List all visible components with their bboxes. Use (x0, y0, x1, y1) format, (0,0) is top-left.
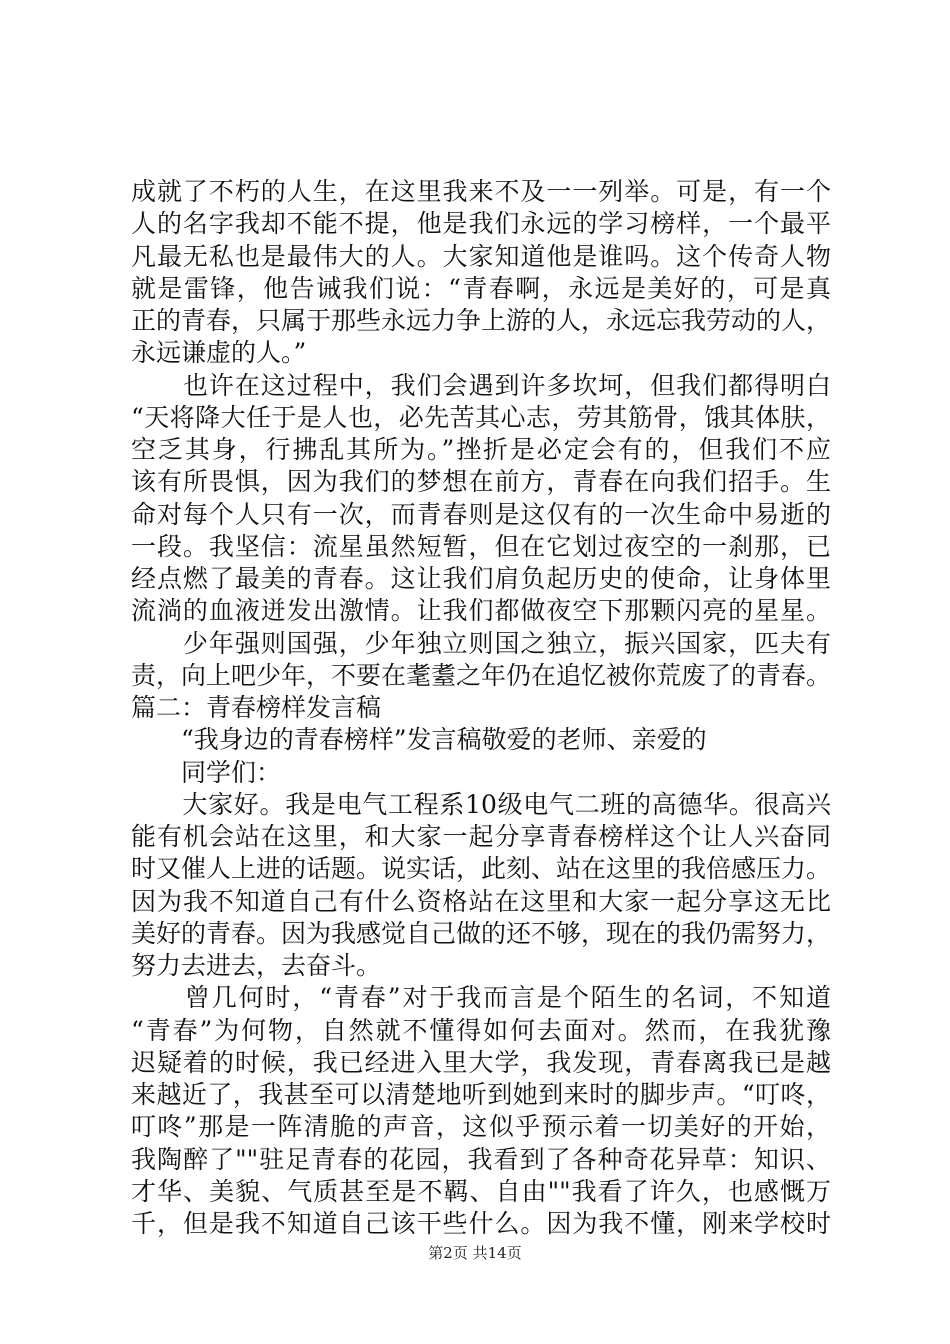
text-line: 流淌的血液迸发出激情。让我们都做夜空下那颗闪亮的星星。 (131, 596, 831, 626)
text-line: 时又催人上进的话题。说实话，此刻、站在这里的我倍感压力。 (131, 854, 832, 884)
text-line: 来越近了，我甚至可以清楚地听到她到来时的脚步声。“叮咚， (131, 1080, 831, 1109)
text-line: 也许在这过程中，我们会遇到许多坎坷，但我们都得明白 (131, 370, 831, 400)
text-line: 该有所畏惧，因为我们的梦想在前方，青春在向我们招手。生 (131, 467, 831, 497)
text-line: 就是雷锋，他告诫我们说：“青春啊，永远是美好的，可是真 (131, 273, 831, 303)
text-line: 责，向上吧少年，不要在耄耋之年仍在追忆被你荒废了的青春。 (131, 660, 832, 690)
text-line: 永远谦虚的人。” (131, 338, 307, 368)
text-line: 成就了不朽的人生，在这里我来不及一一列举。可是，有一个 (131, 177, 831, 206)
text-line: 大家好。我是电气工程系10级电气二班的高德华。很高兴 (131, 789, 831, 819)
text-line: 少年强则国强，少年独立则国之独立，振兴国家，匹夫有 (131, 628, 831, 658)
text-line: 叮咚”那是一阵清脆的声音，这似乎预示着一切美好的开始， (131, 1112, 831, 1142)
text-line: “天将降大任于是人也，必先苦其心志，劳其筋骨，饿其体肤， (131, 402, 831, 432)
text-line: 我陶醉了""驻足青春的花园，我看到了各种奇花异草：知识、 (131, 1144, 831, 1174)
text-line: 经点燃了最美的青春。这让我们肩负起历史的使命，让身体里 (131, 564, 831, 593)
text-line: 能有机会站在这里，和大家一起分享青春榜样这个让人兴奋同 (131, 822, 831, 851)
text-line: 凡最无私也是最伟大的人。大家知道他是谁吗。这个传奇人物 (131, 241, 831, 271)
text-line: 才华、美貌、气质甚至是不羁、自由""我看了许久，也感慨万 (131, 1176, 831, 1206)
text-line: “青春”为何物，自然就不懂得如何去面对。然而，在我犹豫 (131, 1015, 831, 1045)
text-line: 一段。我坚信：流星虽然短暂，但在它划过夜空的一刹那，已 (131, 531, 831, 561)
text-line: 空乏其身，行拂乱其所为。”挫折是必定会有的，但我们不应 (131, 435, 831, 464)
text-line: 同学们： (131, 757, 282, 787)
text-line: 因为我不知道自己有什么资格站在这里和大家一起分享这无比 (131, 886, 831, 916)
page-footer: 第2页 共14页 (428, 1244, 522, 1262)
text-line: 正的青春，只属于那些永远力争上游的人，永远忘我劳动的人， (131, 306, 832, 335)
text-line: 命对每个人只有一次，而青春则是这仅有的一次生命中易逝的 (131, 499, 831, 529)
text-line: 千，但是我不知道自己该干些什么。因为我不懂，刚来学校时 (131, 1209, 831, 1238)
text-line: 迟疑着的时候，我已经进入里大学，我发现，青春离我已是越 (131, 1047, 831, 1077)
text-line: 美好的青春。因为我感觉自己做的还不够，现在的我仍需努力， (131, 918, 832, 948)
text-line: 人的名字我却不能不提，他是我们永远的学习榜样，一个最平 (131, 209, 831, 239)
text-line: “我身边的青春榜样”发言稿敬爱的老师、亲爱的 (131, 725, 707, 755)
document-body (131, 176, 831, 1240)
text-line: 曾几何时，“青春”对于我而言是个陌生的名词，不知道 (131, 983, 831, 1013)
text-line: 努力去进去，去奋斗。 (131, 951, 382, 980)
text-line: 篇二：青春榜样发言稿 (131, 693, 382, 722)
